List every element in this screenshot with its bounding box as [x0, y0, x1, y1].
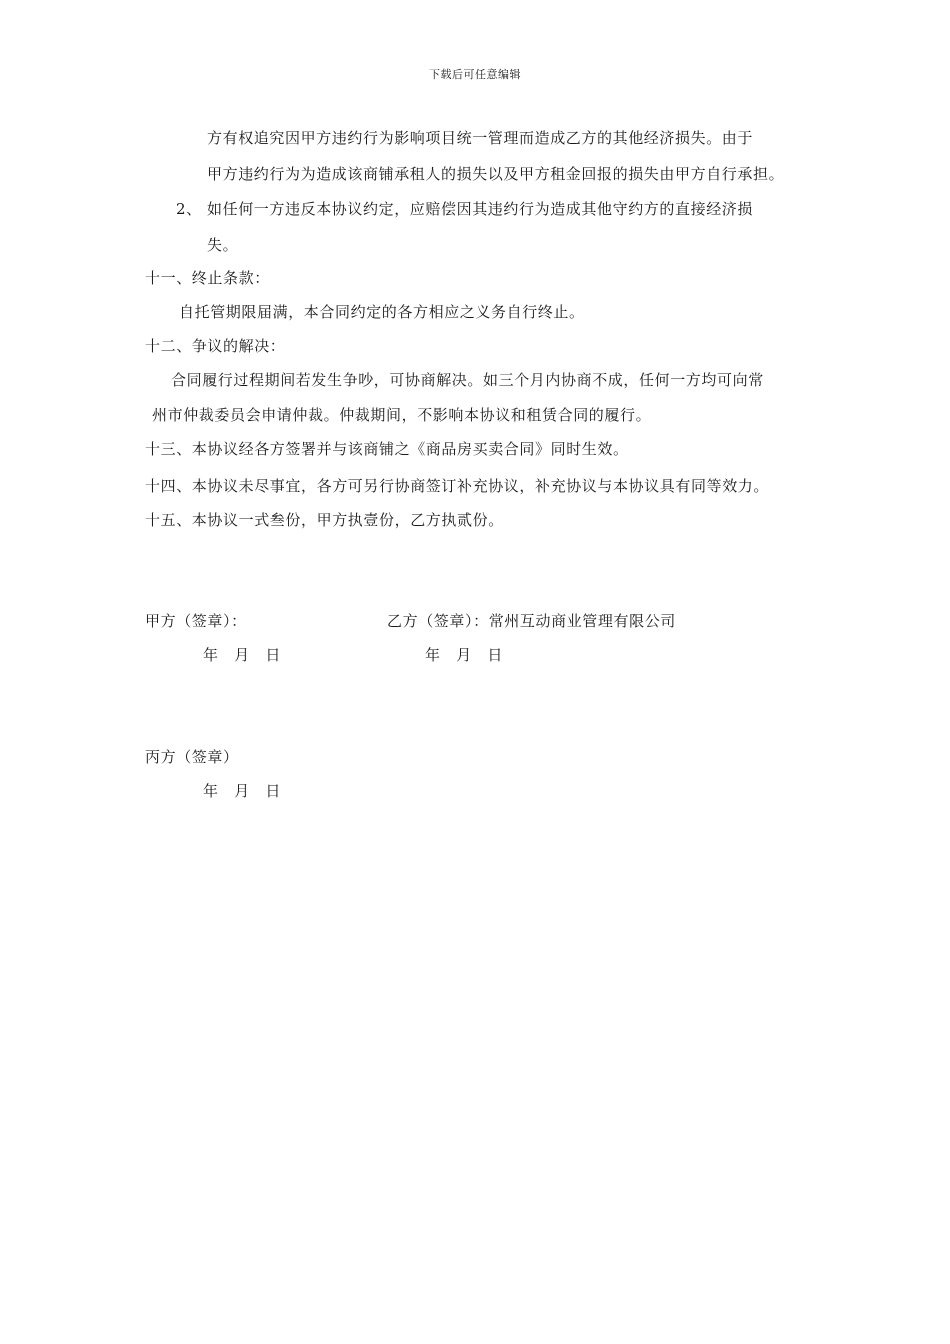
party-c-date: 年 月 日: [203, 782, 282, 800]
clause-10-2-line-1: 如任何一方违反本协议约定，应赔偿因其违约行为造成其他守约方的直接经济损: [207, 200, 754, 218]
section-14: 十四、本协议未尽事宜，各方可另行协商签订补充协议，补充协议与本协议具有同等效力。: [145, 477, 770, 495]
section-12-text-line-2: 州市仲裁委员会申请仲裁。仲裁期间，不影响本协议和租赁合同的履行。: [152, 406, 652, 424]
page-header: 下载后可任意编辑: [429, 68, 521, 81]
clause-10-2-number: 2、: [176, 200, 202, 218]
party-a-date: 年 月 日: [203, 646, 282, 664]
party-a-signature-label: 甲方（签章）：: [145, 612, 247, 630]
section-13: 十三、本协议经各方签署并与该商铺之《商品房买卖合同》同时生效。: [145, 440, 629, 458]
clause-10-1-continuation-line-2: 甲方违约行为为造成该商铺承租人的损失以及甲方租金回报的损失由甲方自行承担。: [207, 165, 785, 183]
section-15: 十五、本协议一式叁份，甲方执壹份，乙方执贰份。: [145, 511, 504, 529]
party-b-signature-label: 乙方（签章）：常州互动商业管理有限公司: [387, 612, 676, 630]
section-12-text-line-1: 合同履行过程期间若发生争吵，可协商解决。如三个月内协商不成，任何一方均可向常: [171, 371, 764, 389]
party-b-date: 年 月 日: [425, 646, 504, 664]
clause-10-2-line-2: 失。: [207, 236, 239, 254]
section-12-title: 十二、争议的解决：: [145, 337, 286, 355]
section-11-text: 自托管期限届满，本合同约定的各方相应之义务自行终止。: [179, 303, 585, 321]
party-c-signature-label: 丙方（签章）: [145, 748, 239, 766]
clause-10-1-continuation-line-1: 方有权追究因甲方违约行为影响项目统一管理而造成乙方的其他经济损失。由于: [207, 129, 754, 147]
section-11-title: 十一、终止条款：: [145, 269, 270, 287]
